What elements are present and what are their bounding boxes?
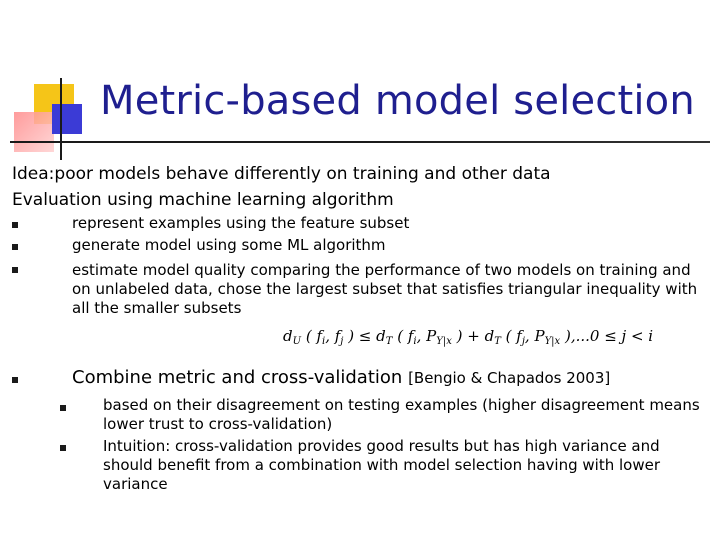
- title-decoration-pink-square: [14, 112, 54, 152]
- title-decoration-vertical-line: [60, 78, 62, 160]
- evaluation-text: Evaluation using machine learning algorithm: [12, 190, 394, 210]
- combine-point: based on their disagreement on testing examples (higher disagreement means lower trust to cross-validation): [103, 396, 700, 433]
- citation: [Bengio & Chapados 2003]: [408, 369, 611, 387]
- step-item: estimate model quality comparing the performance of two models on training and on unlabeled data, chose the largest subset that satisfies triangular inequality with all the smaller subsets: [72, 261, 698, 317]
- bullet-icon: [12, 244, 18, 250]
- bullet-icon: [12, 222, 18, 228]
- title-underline: [10, 141, 710, 143]
- bullet-icon: [60, 405, 66, 411]
- triangular-inequality-formula: $d_U$ ( $f_i$, $f_j$ ) ≤ $d_T$ ( $f_i$, $P_{Y|x}$ ) + $d_T$ ( $f_j$, $P_{Y|x}$ ),...0 ≤ j < i: [283, 327, 654, 347]
- combine-heading: [72, 367, 610, 388]
- combine-point: Intuition: cross-validation provides good results but has high variance and should benefit from a combination with model selection having with lower variance: [103, 437, 660, 493]
- combine-text: Combine metric and cross-validation: [72, 367, 403, 388]
- bullet-icon: [60, 445, 66, 451]
- bullet-icon: [12, 267, 18, 273]
- step-item: generate model using some ML algorithm: [72, 236, 386, 254]
- slide-title: Metric-based model selection: [100, 78, 695, 124]
- idea-text: Idea:poor models behave differently on training and other data: [12, 164, 551, 184]
- bullet-icon: [12, 377, 18, 383]
- title-decoration-blue-square: [52, 104, 82, 134]
- step-item: represent examples using the feature subset: [72, 214, 410, 232]
